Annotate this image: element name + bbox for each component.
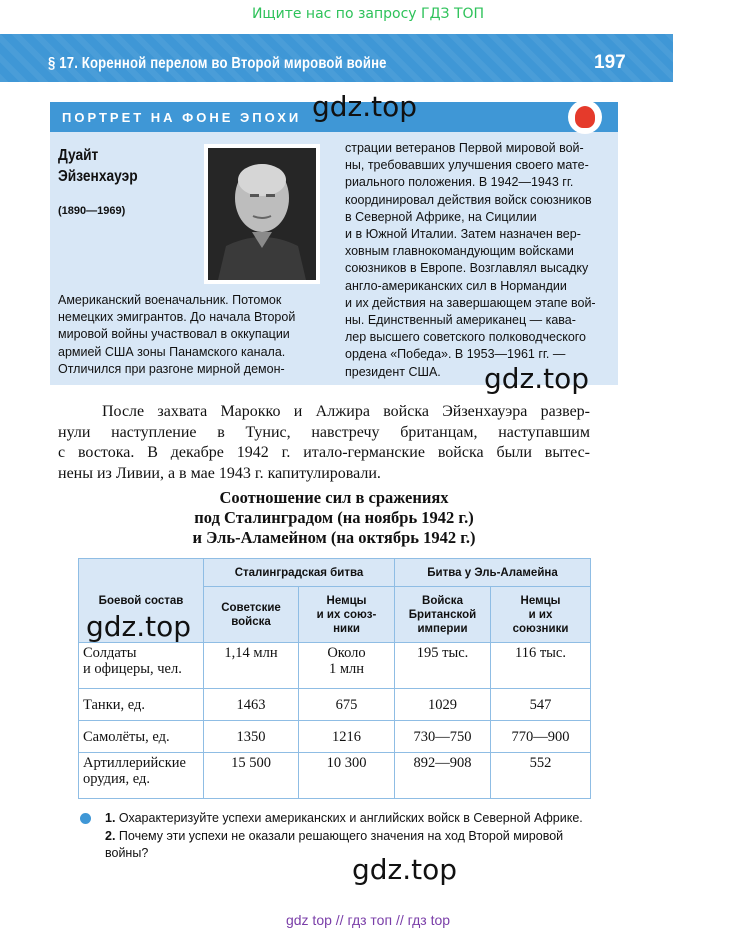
table-subheader: Войска Британской империи [395,587,491,643]
watermark: gdz.top [86,610,192,643]
table-row: Самолёты, ед. 1350 1216 730—750 770—900 [79,721,591,753]
portrait-photo-image [208,148,316,280]
person-name: Дуайт Эйзенхауэр [58,147,138,185]
portrait-bio-right: страции ветеранов Первой мировой вой- ны, требовавших улучшения своего мате- риального положения. В 1942—1943 гг. координировал действия войск союзников в Северной Африке, на Сицилии и в Южной Италии. Затем назначен вер- ховным главнокомандующим войсками союзников в Европе. Возглавлял высадку англо-американских сил в Нормандии и их действия на завершающем этапе вой- ны. Единственный американец — кава- лер высшего советского полководческого ордена «Победа». В 1953—1961 гг. — президент США. [345,141,596,379]
table-row: Артиллерийские орудия, ед. 15 500 10 300 892—908 552 [79,753,591,799]
table-group-header-stalingrad: Сталинградская битва [204,559,395,587]
footer-link[interactable]: гдз топ [347,912,393,928]
forces-table [78,558,591,799]
watermark: gdz.top [484,362,590,395]
person-years: (1890—1969) [58,205,126,217]
portrait-bio-left: Американский военачальник. Потомок немецких эмигрантов. До начала Второй мировой войны участвовал в оккупации армией США зоны Панамского канала. Отличился при разгоне мирной демон- [58,293,296,376]
review-questions: 1. Охарактеризуйте успехи американских и английских войск в Северной Африке. 2. Почему эти успехи не оказали решающего значения на ход Второй мировой войны? [105,811,583,860]
footer-separator: // [395,912,404,928]
footer-links [0,912,736,928]
watermark: gdz.top [352,853,458,886]
footer-separator: // [335,912,344,928]
footer-link[interactable]: гдз top [407,912,451,928]
table-corner-header: Боевой состав [79,559,204,643]
table-subheader: Немцы и их союз- ники [299,587,395,643]
table-group-header-alamein: Битва у Эль-Аламейна [395,559,591,587]
body-paragraph: После захвата Марокко и Алжира войска Эйзенхауэра развер- нули наступление в Тунис, навстречу британцам, наступавшим с востока. В декабре 1942 г. итало-германские войска были вытес- нены из Ливии, а в мае 1943 г. капитулировали. [58,403,590,482]
table-title: Соотношение сил в сражениях под Сталинградом (на ноябрь 1942 г.) и Эль-Аламейном (на октябрь 1942 г.) [192,488,476,547]
table-subheader: Советские войска [204,587,299,643]
table-subheader: Немцы и их союзники [491,587,591,643]
footer-link[interactable]: gdz top [285,912,332,928]
top-banner-text[interactable]: Ищите нас по запросу ГДЗ ТОП [251,6,485,22]
portrait-heading: ПОРТРЕТ НА ФОНЕ ЭПОХИ [62,110,302,125]
page-number: 197 [594,52,626,73]
table-row: Танки, ед. 1463 675 1029 547 [79,689,591,721]
table-row: Солдаты и офицеры, чел. 1,14 млн Около 1 млн 195 тыс. 116 тыс. [79,643,591,689]
section-title: § 17. Коренной перелом во Второй мировой войне [48,55,387,72]
watermark: gdz.top [312,90,418,123]
head-silhouette-icon [575,106,595,128]
question-bullet-icon [80,813,91,824]
